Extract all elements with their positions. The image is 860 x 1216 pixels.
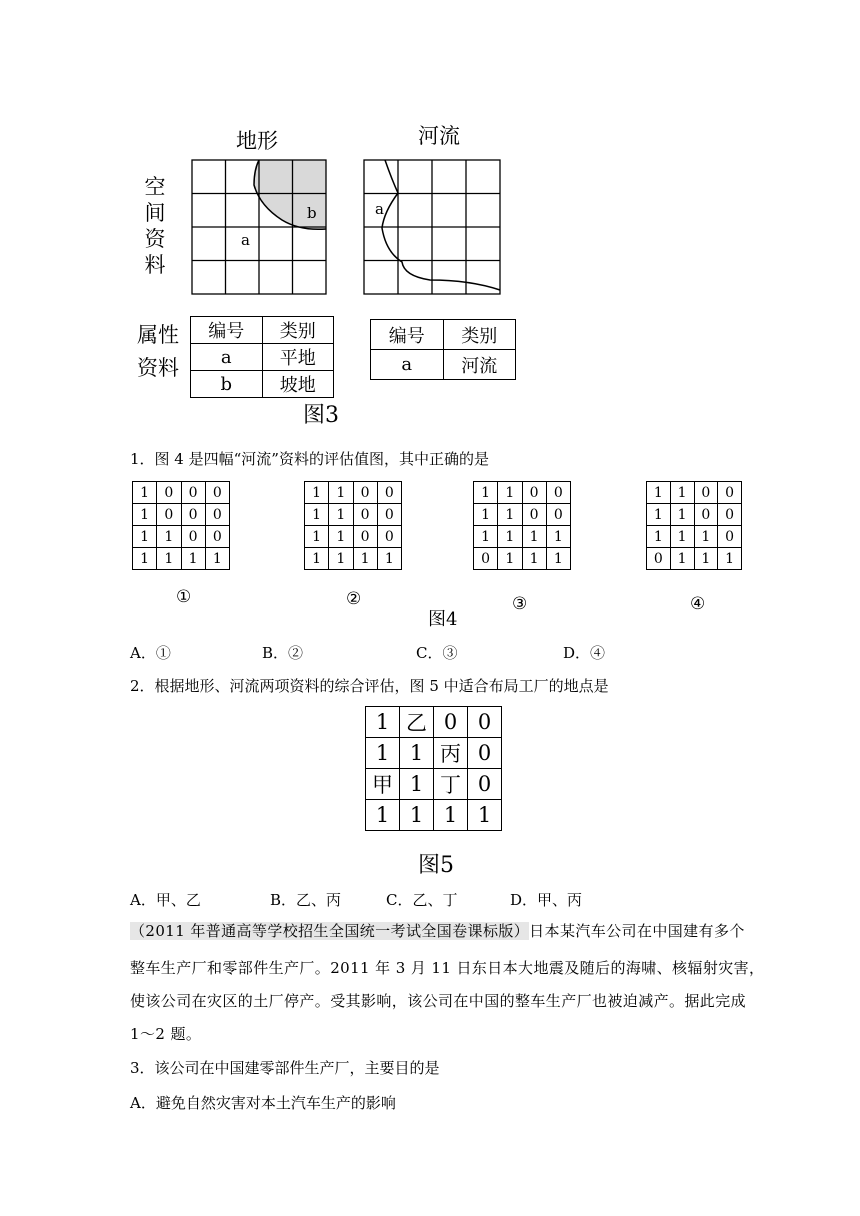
grid-cell: 甲 xyxy=(366,769,400,800)
grid-cell: 0 xyxy=(474,548,498,570)
grid-cell: 0 xyxy=(377,526,401,548)
passage-line-3: 使该公司在灾区的土厂停产。受其影响，该公司在中国的整车生产厂也被迫减产。据此完成 xyxy=(130,992,747,1010)
grid-cell: 0 xyxy=(353,526,377,548)
grid-row xyxy=(305,504,402,526)
grid-row xyxy=(305,482,402,504)
grid-cell: 1 xyxy=(366,738,400,769)
grid-row xyxy=(366,800,502,831)
grid-cell: 丁 xyxy=(434,769,468,800)
fig4-grid-4 xyxy=(646,481,742,570)
fig4-label-3: ③ xyxy=(512,594,528,614)
fig5-grid xyxy=(365,706,502,831)
q1-option-a[interactable]: A．① xyxy=(130,644,171,662)
grid-row xyxy=(305,526,402,548)
grid-cell: 0 xyxy=(377,504,401,526)
grid-cell: 1 xyxy=(377,548,401,570)
fig3-caption: 图3 xyxy=(303,403,339,428)
grid-row xyxy=(133,504,230,526)
grid-cell: 1 xyxy=(400,769,434,800)
grid-cell: 0 xyxy=(718,526,742,548)
grid-cell: 0 xyxy=(718,504,742,526)
grid-cell: 0 xyxy=(546,504,570,526)
question-3-text: 3．该公司在中国建零部件生产厂，主要目的是 xyxy=(130,1059,440,1077)
q2-option-b[interactable]: B．乙、丙 xyxy=(270,891,342,909)
fig4-label-4: ④ xyxy=(690,594,706,614)
question-1-text: 1．图 4 是四幅“河流”资料的评估值图，其中正确的是 xyxy=(130,450,489,468)
grid-cell: 1 xyxy=(305,482,329,504)
grid-cell: 0 xyxy=(468,738,502,769)
grid-cell: 0 xyxy=(157,482,181,504)
grid-cell: 0 xyxy=(522,504,546,526)
passage-source: （2011 年普通高等学校招生全国统一考试全国卷课标版） xyxy=(130,922,530,940)
grid-cell: 1 xyxy=(474,504,498,526)
grid-cell: 1 xyxy=(694,548,718,570)
grid-cell: 0 xyxy=(205,482,229,504)
grid-cell: 1 xyxy=(329,482,353,504)
grid-cell: 1 xyxy=(305,526,329,548)
table-cell: 坡地 xyxy=(262,371,334,398)
grid-cell: 1 xyxy=(474,482,498,504)
fig3-grids xyxy=(0,0,860,310)
grid-cell: 1 xyxy=(305,504,329,526)
grid-row xyxy=(366,738,502,769)
grid-row xyxy=(366,707,502,738)
grid-cell: 1 xyxy=(522,526,546,548)
grid-cell: 0 xyxy=(546,482,570,504)
grid-cell: 0 xyxy=(522,482,546,504)
grid-cell: 1 xyxy=(522,548,546,570)
grid-cell: 0 xyxy=(377,482,401,504)
passage-line-1-text: 日本某汽车公司在中国建有多个 xyxy=(529,922,745,940)
passage-line-2: 整车生产厂和零部件生产厂。2011 年 3 月 11 日东日本大地震及随后的海啸、核辐射灾害， xyxy=(130,959,765,977)
grid-cell: 1 xyxy=(353,548,377,570)
grid-row xyxy=(474,482,571,504)
grid-cell: 0 xyxy=(353,504,377,526)
grid-cell: 1 xyxy=(468,800,502,831)
grid-cell: 0 xyxy=(647,548,671,570)
fig4-grid-3 xyxy=(473,481,571,570)
grid-cell: 乙 xyxy=(400,707,434,738)
grid-row xyxy=(647,548,742,570)
passage-line-1 xyxy=(130,921,745,941)
grid-cell: 1 xyxy=(329,504,353,526)
fig4-grid-2 xyxy=(304,481,402,570)
grid-cell: 1 xyxy=(546,548,570,570)
grid-cell: 1 xyxy=(670,504,694,526)
grid-cell: 0 xyxy=(181,526,205,548)
grid-cell: 0 xyxy=(718,482,742,504)
terrain-attribute-table xyxy=(190,316,334,398)
q2-option-d[interactable]: D．甲、丙 xyxy=(510,891,583,909)
grid-cell: 1 xyxy=(400,738,434,769)
grid-cell: 1 xyxy=(546,526,570,548)
grid-cell: 0 xyxy=(205,504,229,526)
fig4-label-1: ① xyxy=(176,587,192,607)
grid-cell: 0 xyxy=(181,482,205,504)
fig4-caption: 图4 xyxy=(428,609,458,630)
grid-cell: 1 xyxy=(474,526,498,548)
table-cell: 河流 xyxy=(443,350,516,380)
q1-option-d[interactable]: D．④ xyxy=(563,644,606,662)
spatial-data-label: 空 间 资 料 xyxy=(144,175,166,277)
grid-cell: 1 xyxy=(718,548,742,570)
grid-row xyxy=(133,526,230,548)
grid-cell: 1 xyxy=(647,504,671,526)
fig4-label-2: ② xyxy=(346,589,362,609)
table-cell: a xyxy=(371,350,444,380)
grid-cell: 1 xyxy=(670,548,694,570)
grid-row xyxy=(133,548,230,570)
table-cell: 平地 xyxy=(262,344,334,371)
grid-cell: 1 xyxy=(647,526,671,548)
q2-option-a[interactable]: A．甲、乙 xyxy=(130,891,201,909)
grid-row xyxy=(133,482,230,504)
river-curve xyxy=(382,160,500,290)
grid-cell: 0 xyxy=(468,769,502,800)
grid-cell: 1 xyxy=(133,526,157,548)
grid-cell: 0 xyxy=(694,482,718,504)
table-header: 编号 xyxy=(371,320,444,350)
terrain-point-b: b xyxy=(307,204,317,222)
grid-cell: 1 xyxy=(694,526,718,548)
grid-cell: 0 xyxy=(157,504,181,526)
table-header: 编号 xyxy=(191,317,263,344)
river-attribute-table xyxy=(370,319,516,380)
grid-cell: 1 xyxy=(329,548,353,570)
grid-cell: 1 xyxy=(670,482,694,504)
grid-cell: 1 xyxy=(498,548,522,570)
grid-row xyxy=(305,548,402,570)
grid-cell: 1 xyxy=(366,707,400,738)
table-cell: b xyxy=(191,371,263,398)
grid-cell: 0 xyxy=(353,482,377,504)
grid-cell: 1 xyxy=(133,548,157,570)
grid-cell: 1 xyxy=(157,548,181,570)
terrain-title: 地形 xyxy=(236,129,278,153)
grid-cell: 1 xyxy=(400,800,434,831)
attribute-label-1: 属性 xyxy=(137,323,179,347)
grid-cell: 1 xyxy=(366,800,400,831)
grid-cell: 1 xyxy=(647,482,671,504)
grid-cell: 1 xyxy=(498,482,522,504)
grid-row xyxy=(474,526,571,548)
grid-cell: 0 xyxy=(694,504,718,526)
grid-cell: 1 xyxy=(181,548,205,570)
grid-cell: 1 xyxy=(498,526,522,548)
grid-cell: 1 xyxy=(434,800,468,831)
river-point-a: a xyxy=(375,200,384,218)
grid-cell: 1 xyxy=(157,526,181,548)
grid-cell: 0 xyxy=(205,526,229,548)
grid-row xyxy=(474,548,571,570)
q2-option-c[interactable]: C．乙、丁 xyxy=(386,891,458,909)
q1-option-c[interactable]: C．③ xyxy=(416,644,458,662)
grid-cell: 0 xyxy=(181,504,205,526)
q3-option-a[interactable]: A．避免自然灾害对本土汽车生产的影响 xyxy=(130,1094,396,1112)
grid-cell: 0 xyxy=(434,707,468,738)
grid-row xyxy=(474,504,571,526)
grid-cell: 1 xyxy=(670,526,694,548)
grid-row xyxy=(366,769,502,800)
passage-line-4: 1～2 题。 xyxy=(130,1025,202,1043)
river-grid xyxy=(364,160,500,294)
fig4-grid-1 xyxy=(132,481,230,570)
table-header: 类别 xyxy=(262,317,334,344)
terrain-point-a: a xyxy=(241,231,250,249)
attribute-label-2: 资料 xyxy=(137,356,179,380)
grid-row xyxy=(647,482,742,504)
grid-row xyxy=(647,526,742,548)
grid-cell: 1 xyxy=(498,504,522,526)
table-cell: a xyxy=(191,344,263,371)
grid-cell: 0 xyxy=(468,707,502,738)
grid-cell: 1 xyxy=(205,548,229,570)
grid-cell: 丙 xyxy=(434,738,468,769)
q1-option-b[interactable]: B．② xyxy=(262,644,304,662)
table-header: 类别 xyxy=(443,320,516,350)
question-2-text: 2．根据地形、河流两项资料的综合评估，图 5 中适合布局工厂的地点是 xyxy=(130,677,609,695)
grid-cell: 1 xyxy=(133,504,157,526)
river-title: 河流 xyxy=(418,124,460,148)
fig5-caption: 图5 xyxy=(418,853,454,878)
grid-cell: 1 xyxy=(133,482,157,504)
grid-cell: 1 xyxy=(329,526,353,548)
grid-row xyxy=(647,504,742,526)
grid-cell: 1 xyxy=(305,548,329,570)
